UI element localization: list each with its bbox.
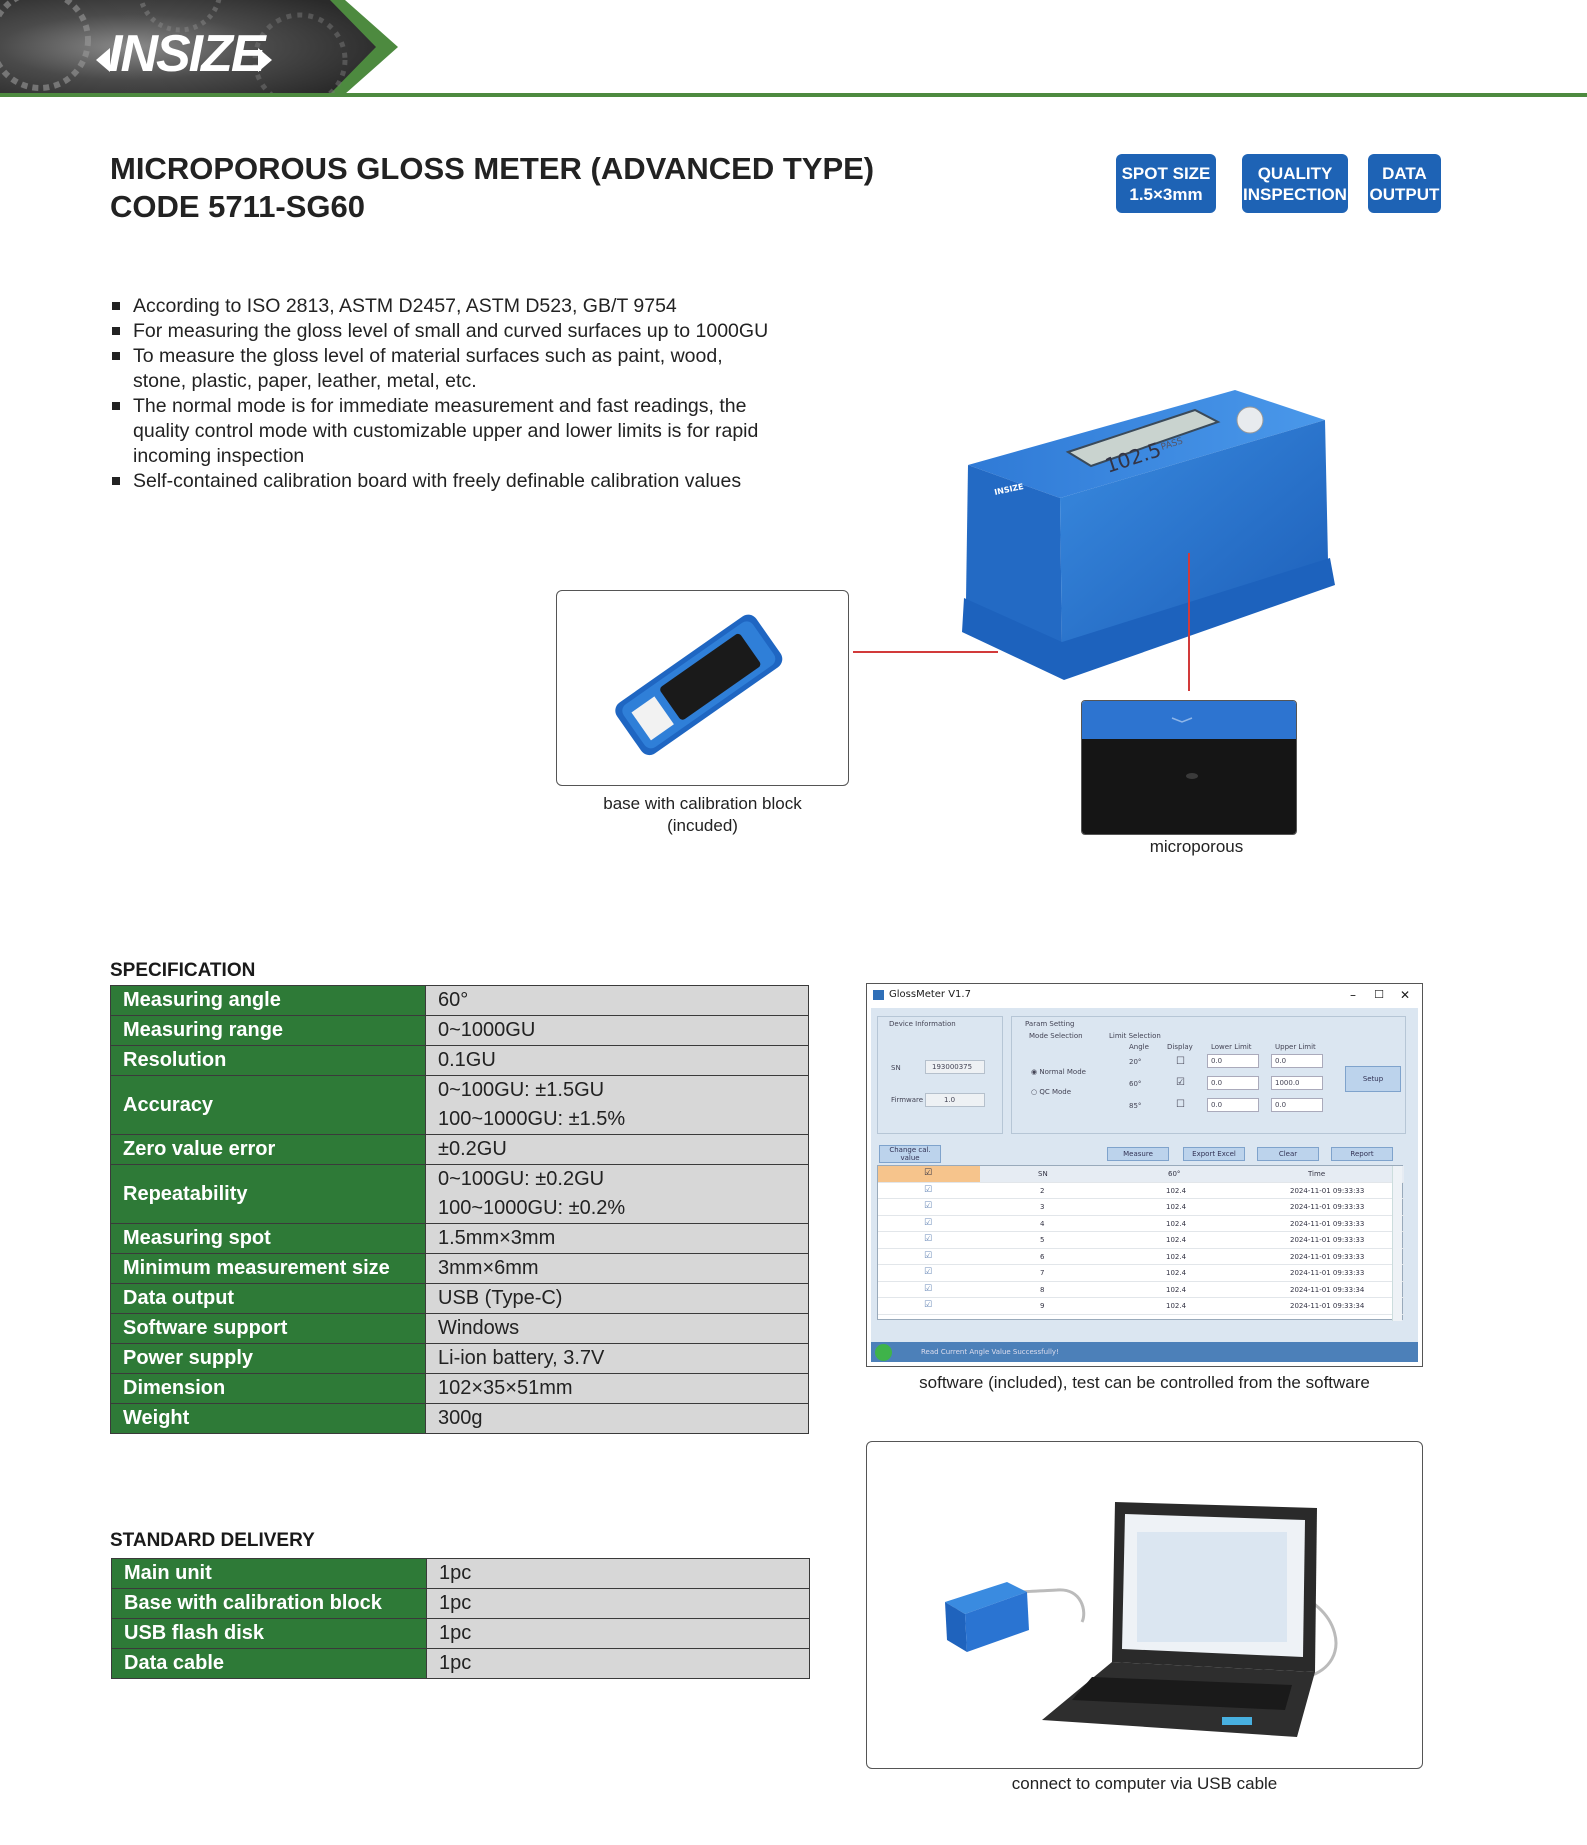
computer-connection-photo	[866, 1441, 1423, 1769]
table-row[interactable]	[878, 1282, 1404, 1299]
grid-header-row	[878, 1166, 1404, 1183]
setup-button[interactable]: Setup	[1345, 1066, 1401, 1092]
mode-label: Mode Selection	[1029, 1032, 1083, 1040]
normal-mode-radio[interactable]: ◉ Normal Mode	[1031, 1068, 1086, 1076]
title-line-1: MICROPOROUS GLOSS METER (ADVANCED TYPE)	[110, 151, 875, 186]
device-info-panel	[877, 1016, 1003, 1134]
table-row	[112, 1559, 810, 1589]
grid-cell: 102.4	[1166, 1302, 1187, 1310]
lower-limit-input[interactable]: 0.0	[1207, 1054, 1259, 1068]
limit-angle: 85°	[1129, 1102, 1142, 1110]
maximize-icon[interactable]: ☐	[1374, 988, 1384, 1001]
spec-value: 0~100GU: ±0.2GU	[426, 1165, 809, 1195]
select-all-checkbox[interactable]: ☑	[924, 1168, 933, 1178]
status-bar	[871, 1342, 1418, 1362]
col-display: Display	[1167, 1043, 1193, 1051]
grid-cell: 2024-11-01 09:33:33	[1290, 1203, 1365, 1211]
caption-calibration	[556, 793, 849, 837]
grid-cell: 102.4	[1166, 1252, 1187, 1261]
table-row	[111, 986, 809, 1016]
software-window-title: GlossMeter V1.7	[889, 989, 971, 1000]
table-row	[111, 1046, 809, 1076]
table-row[interactable]	[878, 1298, 1404, 1315]
status-ok-icon	[875, 1344, 892, 1361]
grid-scrollbar[interactable]	[1392, 1166, 1402, 1321]
table-row	[111, 1284, 809, 1314]
caption-calibration-line1: base with calibration block	[603, 794, 802, 813]
param-label: Param Setting	[1025, 1020, 1075, 1028]
delivery-value: 1pc	[427, 1619, 810, 1649]
title-line-2: CODE 5711-SG60	[110, 189, 366, 224]
grid-cell: 2024-11-01 09:33:34	[1290, 1302, 1365, 1310]
device-screen-value: 102.5	[1102, 437, 1165, 478]
row-checkbox[interactable]: ☑	[924, 1300, 933, 1310]
specification-table	[110, 985, 809, 1434]
caption-software: software (included), test can be controlled from the software	[919, 1373, 1370, 1392]
badge-spot-size-line1: SPOT SIZE	[1121, 163, 1211, 183]
table-row[interactable]	[878, 1199, 1404, 1216]
feature-item: To measure the gloss level of material surfaces such as paint, wood, stone, plastic, paper, leather, metal, etc.	[112, 344, 772, 394]
grid-header-sn: SN	[1038, 1170, 1048, 1178]
spec-value: 0~100GU: ±1.5GU	[426, 1076, 809, 1106]
limit-label: Limit Selection	[1109, 1032, 1161, 1040]
delivery-key: Base with calibration block	[112, 1589, 427, 1619]
row-checkbox[interactable]: ☑	[924, 1250, 933, 1261]
feature-item: The normal mode is for immediate measurement and fast readings, the quality control mode with customizable upper and lower limits is for rapid incoming inspection	[112, 394, 802, 469]
sn-label: SN	[891, 1064, 901, 1072]
table-row[interactable]	[878, 1183, 1404, 1200]
spec-value: 0.1GU	[426, 1046, 809, 1076]
device-screen-status: PASS	[1159, 436, 1185, 453]
grid-cell: 102.4	[1166, 1236, 1187, 1244]
firmware-field[interactable]: 1.0	[925, 1093, 985, 1107]
app-icon	[873, 990, 884, 1000]
grid-cell: 2	[1040, 1186, 1045, 1195]
spec-key: Measuring spot	[111, 1224, 426, 1254]
spec-key: Measuring range	[111, 1016, 426, 1046]
grid-cell: 2024-11-01 09:33:33	[1290, 1269, 1365, 1277]
spec-key: Measuring angle	[111, 986, 426, 1016]
change-cal-value-button[interactable]: Change cal. value	[879, 1145, 941, 1163]
table-row	[111, 1076, 809, 1106]
header-divider	[0, 93, 1587, 97]
minimize-icon[interactable]: –	[1350, 988, 1356, 1002]
spec-key: Minimum measurement size	[111, 1254, 426, 1284]
spec-key: Software support	[111, 1314, 426, 1344]
grid-cell: 9	[1040, 1302, 1045, 1310]
grid-cell: 2024-11-01 09:33:33	[1290, 1186, 1365, 1195]
grid-cell: 5	[1040, 1236, 1045, 1244]
spec-value: Windows	[426, 1314, 809, 1344]
export-excel-button[interactable]: Export Excel	[1183, 1147, 1245, 1161]
spec-value: 300g	[426, 1404, 809, 1434]
grid-cell: 2024-11-01 09:33:33	[1290, 1219, 1365, 1228]
grid-cell: 102.4	[1166, 1203, 1187, 1211]
table-row[interactable]	[878, 1265, 1404, 1282]
spec-value: USB (Type-C)	[426, 1284, 809, 1314]
table-row	[111, 1224, 809, 1254]
measure-button[interactable]: Measure	[1107, 1147, 1169, 1161]
delivery-table	[111, 1558, 810, 1679]
row-checkbox[interactable]: ☑	[924, 1267, 933, 1277]
delivery-key: USB flash disk	[112, 1619, 427, 1649]
calibration-block-photo	[556, 590, 849, 786]
table-row	[112, 1619, 810, 1649]
badge-spot-size-line2: 1.5×3mm	[1129, 184, 1203, 204]
grid-cell: 102.4	[1166, 1285, 1187, 1294]
spec-value: Li-ion battery, 3.7V	[426, 1344, 809, 1374]
normal-mode-label: Normal Mode	[1039, 1068, 1086, 1076]
device-info-label: Device Information	[889, 1020, 956, 1028]
grid-cell: 2024-11-01 09:33:33	[1290, 1236, 1365, 1244]
grid-cell: 6	[1040, 1252, 1045, 1261]
row-checkbox[interactable]: ☑	[924, 1234, 933, 1244]
qc-mode-label: QC Mode	[1039, 1088, 1072, 1096]
col-lower: Lower Limit	[1211, 1043, 1252, 1051]
grid-header-time: Time	[1308, 1170, 1326, 1178]
spec-value: 1.5mm×3mm	[426, 1224, 809, 1254]
qc-mode-radio[interactable]: ○ QC Mode	[1031, 1088, 1072, 1096]
specification-title: SPECIFICATION	[110, 960, 256, 981]
clear-button[interactable]: Clear	[1257, 1147, 1319, 1161]
device-logo: INSIZE	[993, 481, 1025, 497]
feature-item: According to ISO 2813, ASTM D2457, ASTM D523, GB/T 9754	[112, 294, 832, 319]
header-banner	[0, 0, 1587, 98]
row-checkbox[interactable]: ☑	[924, 1184, 933, 1195]
report-button[interactable]: Report	[1331, 1147, 1393, 1161]
display-checkbox[interactable]: ☐	[1176, 1099, 1185, 1110]
lower-limit-input[interactable]: 0.0	[1207, 1098, 1259, 1112]
microporous-photo	[1081, 700, 1297, 835]
delivery-value: 1pc	[427, 1649, 810, 1679]
spec-value: 102×35×51mm	[426, 1374, 809, 1404]
limit-angle: 20°	[1129, 1058, 1142, 1066]
status-text: Read Current Angle Value Successfully!	[921, 1348, 1059, 1356]
row-checkbox[interactable]: ☑	[924, 1283, 933, 1294]
spec-value: 3mm×6mm	[426, 1254, 809, 1284]
display-checkbox[interactable]: ☑	[1176, 1077, 1185, 1088]
feature-list	[112, 294, 832, 494]
spec-key: Power supply	[111, 1344, 426, 1374]
grid-cell: 2024-11-01 09:33:33	[1290, 1252, 1365, 1261]
table-row[interactable]	[878, 1216, 1404, 1233]
page-title	[110, 150, 874, 226]
grid-cell: 3	[1040, 1203, 1045, 1211]
spec-key: Accuracy	[111, 1076, 426, 1135]
grid-cell: 102.4	[1166, 1269, 1187, 1277]
lower-limit-input[interactable]: 0.0	[1207, 1076, 1259, 1090]
grid-cell: 7	[1040, 1269, 1045, 1277]
upper-limit-input[interactable]: 0.0	[1271, 1054, 1323, 1068]
grid-cell: 2024-11-01 09:33:34	[1290, 1285, 1365, 1294]
sn-field[interactable]: 193000375	[925, 1060, 985, 1074]
table-row	[111, 1254, 809, 1284]
row-checkbox[interactable]: ☑	[924, 1201, 933, 1211]
delivery-key: Main unit	[112, 1559, 427, 1589]
delivery-value: 1pc	[427, 1559, 810, 1589]
software-screenshot	[866, 983, 1423, 1367]
spec-key: Data output	[111, 1284, 426, 1314]
grid-header-value: 60°	[1168, 1170, 1181, 1178]
caption-computer: connect to computer via USB cable	[1011, 1774, 1278, 1793]
grid-cell: 4	[1040, 1219, 1045, 1228]
badge-quality-line2: INSPECTION	[1243, 184, 1347, 204]
badge-quality-inspection	[1242, 154, 1348, 213]
row-checkbox[interactable]: ☑	[924, 1217, 933, 1228]
table-row[interactable]	[878, 1232, 1404, 1249]
upper-limit-input[interactable]: 1000.0	[1271, 1076, 1323, 1090]
table-row	[111, 1016, 809, 1046]
gloss-meter-photo	[950, 380, 1340, 690]
badge-quality-line1: QUALITY	[1257, 163, 1333, 183]
pointer-line-microporous	[1188, 553, 1190, 691]
table-row	[111, 1135, 809, 1165]
table-row	[112, 1589, 810, 1619]
firmware-label: Firmware	[891, 1096, 924, 1104]
spec-value: 100~1000GU: ±0.2%	[426, 1194, 809, 1224]
display-checkbox[interactable]: ☐	[1176, 1056, 1185, 1067]
badge-data-line2: OUTPUT	[1369, 184, 1440, 204]
table-row	[111, 1165, 809, 1195]
upper-limit-input[interactable]: 0.0	[1271, 1098, 1323, 1112]
caption-calibration-line2: (incuded)	[667, 816, 738, 835]
spec-key: Zero value error	[111, 1135, 426, 1165]
spec-value: 0~1000GU	[426, 1016, 809, 1046]
badge-data-line1: DATA	[1382, 163, 1427, 183]
col-angle: Angle	[1129, 1043, 1149, 1051]
table-row	[111, 1314, 809, 1344]
table-row[interactable]	[878, 1249, 1404, 1266]
delivery-title: STANDARD DELIVERY	[110, 1530, 315, 1551]
pointer-line-calibration	[853, 651, 998, 653]
spec-value: 100~1000GU: ±1.5%	[426, 1105, 809, 1135]
table-row	[112, 1649, 810, 1679]
grid-cell: 8	[1040, 1285, 1045, 1294]
software-titlebar	[867, 984, 1422, 1006]
spec-key: Weight	[111, 1404, 426, 1434]
grid-cell: 102.4	[1166, 1186, 1187, 1195]
table-row	[111, 1374, 809, 1404]
data-grid	[877, 1165, 1403, 1320]
caption-microporous: microporous	[1149, 837, 1244, 856]
feature-item: For measuring the gloss level of small and curved surfaces up to 1000GU	[112, 319, 832, 344]
delivery-value: 1pc	[427, 1589, 810, 1619]
spec-key: Repeatability	[111, 1165, 426, 1224]
table-row	[111, 1404, 809, 1434]
spec-value: 60°	[426, 986, 809, 1016]
delivery-key: Data cable	[112, 1649, 427, 1679]
spec-value: ±0.2GU	[426, 1135, 809, 1165]
close-icon[interactable]: ✕	[1399, 988, 1410, 1002]
limit-angle: 60°	[1129, 1080, 1142, 1088]
table-row	[111, 1344, 809, 1374]
badge-spot-size	[1116, 154, 1216, 213]
spec-key: Resolution	[111, 1046, 426, 1076]
col-upper: Upper Limit	[1275, 1043, 1316, 1051]
badge-data-output	[1368, 154, 1441, 213]
software-body	[871, 1008, 1418, 1362]
spec-key: Dimension	[111, 1374, 426, 1404]
insize-logo: INSIZE	[108, 25, 264, 83]
feature-item: Self-contained calibration board with freely definable calibration values	[112, 469, 832, 494]
grid-cell: 102.4	[1166, 1219, 1187, 1228]
